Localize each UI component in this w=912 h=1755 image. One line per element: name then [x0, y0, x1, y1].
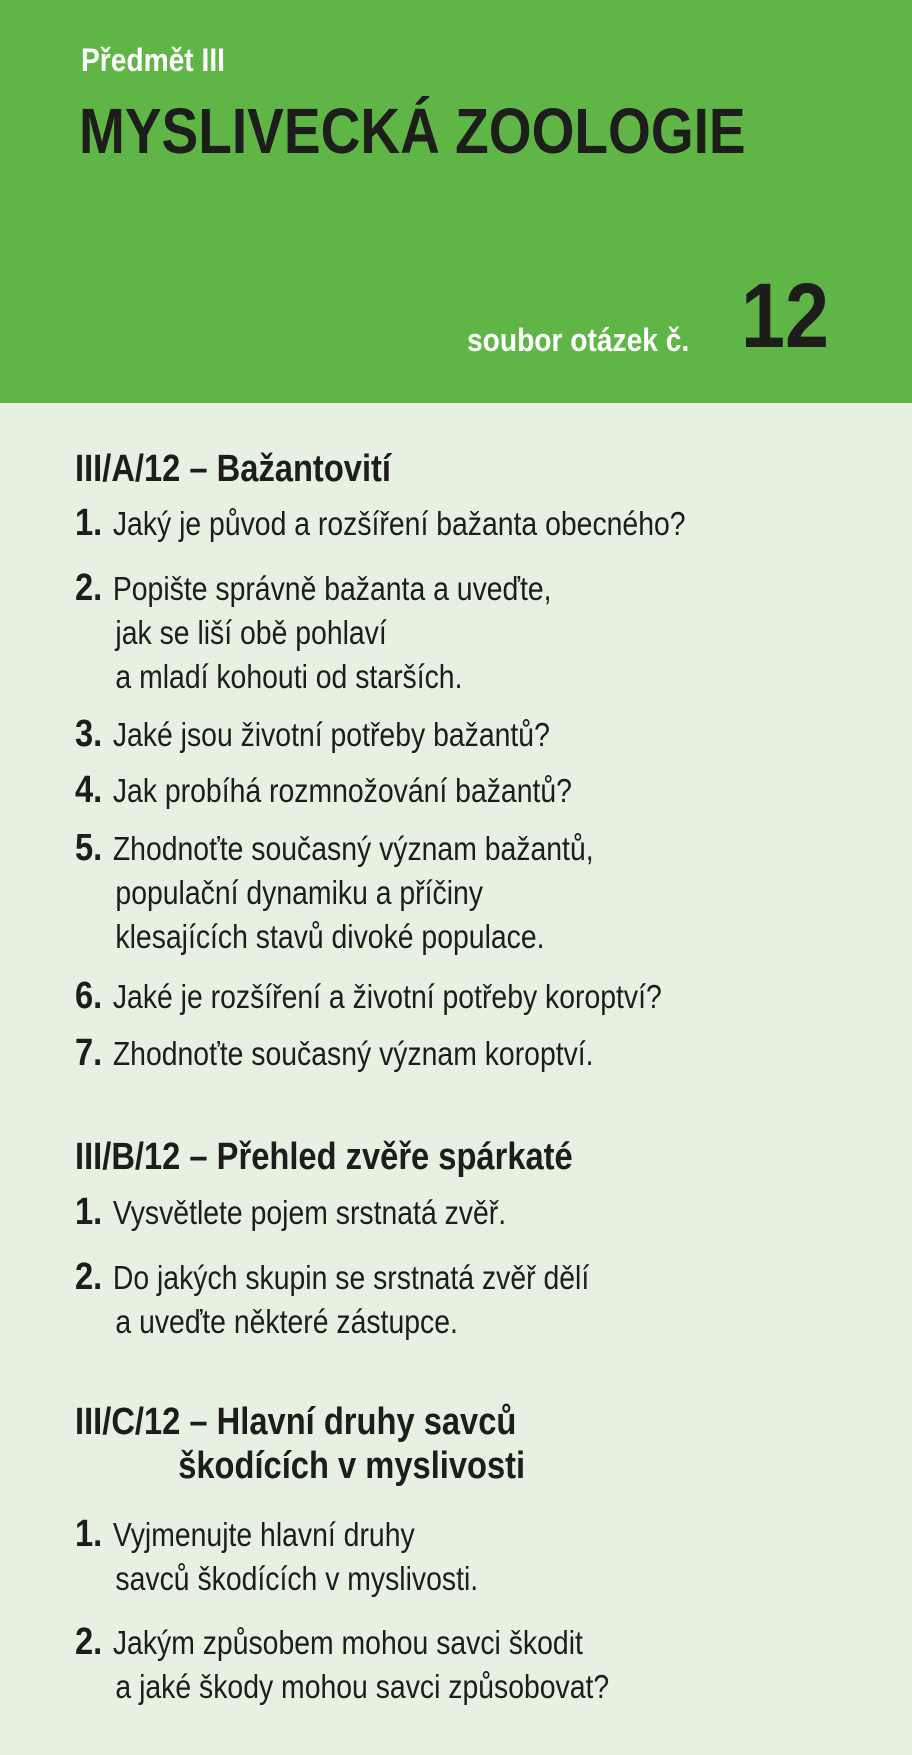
question-a5: [75, 826, 594, 959]
question-number: 5.: [75, 827, 103, 869]
question-text-continued: populační dynamiku a příčiny: [115, 874, 483, 911]
question-text-continued: a mladí kohouti od starších.: [115, 658, 463, 695]
question-number: 2.: [75, 567, 103, 609]
question-a4: [75, 768, 572, 813]
question-text-continued: klesajících stavů divoké populace.: [115, 918, 545, 955]
question-text: Jakým způsobem mohou savci škodit: [112, 1624, 583, 1661]
question-text: Jak probíhá rozmnožování bažantů?: [112, 772, 572, 809]
question-number: 2.: [75, 1621, 103, 1663]
question-text: Vyjmenujte hlavní druhy: [112, 1516, 415, 1553]
section-c-title: [75, 1400, 525, 1488]
question-text: Popište správně bažanta a uveďte,: [112, 570, 552, 607]
question-text: Vysvětlete pojem srstnatá zvěř.: [112, 1194, 507, 1231]
question-text: Jaké je rozšíření a životní potřeby koroptví?: [112, 978, 662, 1015]
header-banner: [0, 0, 912, 403]
question-text: Zhodnoťte současný význam koroptví.: [112, 1035, 594, 1072]
section-a-title: III/A/12 – Bažantovití: [75, 448, 392, 490]
question-text: Zhodnoťte současný význam bažantů,: [112, 830, 594, 867]
question-number: 1.: [75, 502, 103, 544]
question-text-continued: savců škodících v myslivosti.: [115, 1560, 479, 1597]
question-number: 2.: [75, 1256, 103, 1298]
question-b1: [75, 1190, 506, 1235]
question-number: 3.: [75, 713, 103, 755]
page-title: MYSLIVECKÁ ZOOLOGIE: [79, 95, 746, 167]
question-set-label: soubor otázek č.: [467, 322, 690, 358]
question-c1: [75, 1512, 478, 1601]
section-b-title: III/B/12 – Přehled zvěře spárkaté: [75, 1136, 573, 1178]
question-number: 6.: [75, 975, 103, 1017]
question-number: 1.: [75, 1191, 103, 1233]
question-a1: [75, 501, 686, 546]
question-text-continued: a jaké škody mohou savci způsobovat?: [115, 1668, 610, 1705]
question-text-continued: a uveďte některé zástupce.: [115, 1303, 458, 1340]
question-a2: [75, 566, 552, 699]
question-a6: [75, 974, 662, 1019]
subject-label: Předmět III: [81, 42, 225, 78]
question-text: Do jakých skupin se srstnatá zvěř dělí: [112, 1259, 590, 1296]
question-number: 7.: [75, 1032, 103, 1074]
question-number: 4.: [75, 769, 103, 811]
question-set-number: 12: [741, 265, 830, 367]
question-b2: [75, 1255, 589, 1344]
question-a7: [75, 1031, 594, 1076]
question-a3: [75, 712, 550, 757]
question-text: Jaký je původ a rozšíření bažanta obecného?: [112, 505, 686, 542]
question-text: Jaké jsou životní potřeby bažantů?: [112, 716, 550, 753]
section-c-title-line1: III/C/12 – Hlavní druhy savců: [75, 1401, 517, 1443]
question-text-continued: jak se liší obě pohlaví: [115, 614, 387, 651]
question-number: 1.: [75, 1513, 103, 1555]
question-c2: [75, 1620, 609, 1709]
section-c-title-line2: škodících v myslivosti: [178, 1445, 526, 1487]
